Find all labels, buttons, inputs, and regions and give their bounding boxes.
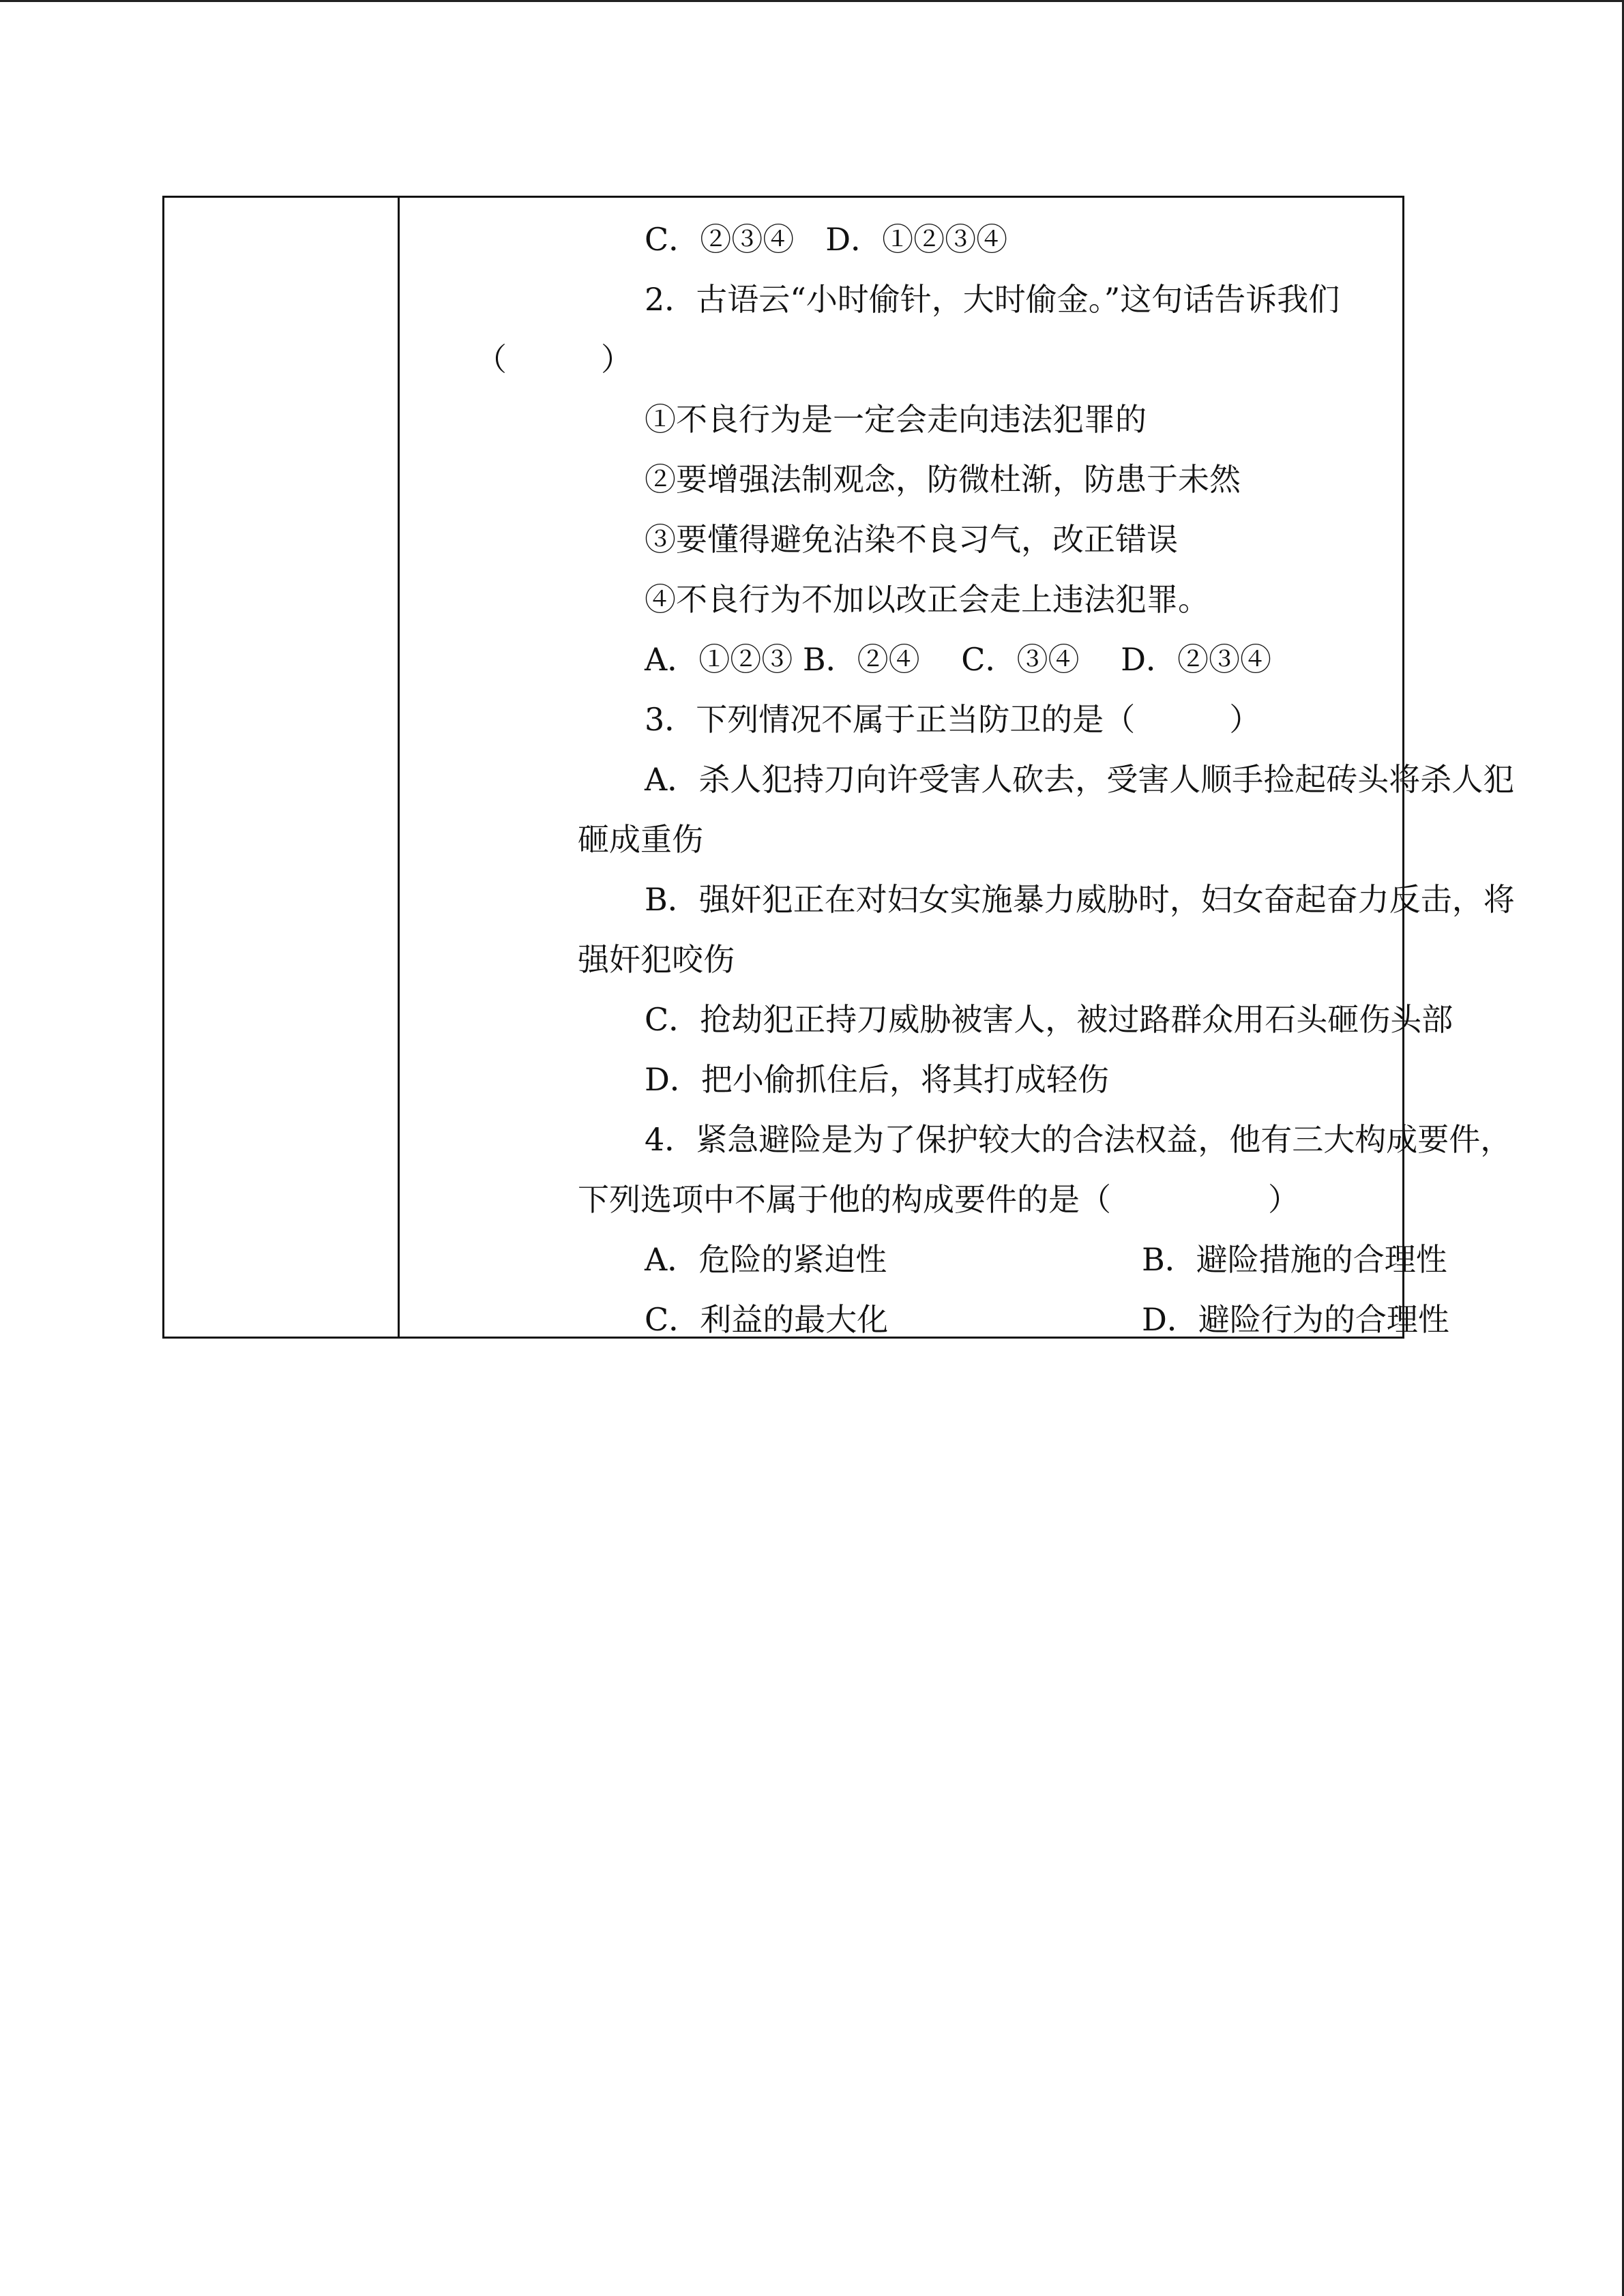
q4-stem-cont: 下列选项中不属于他的构成要件的是（ ） xyxy=(578,1181,1299,1218)
table-left-column xyxy=(164,198,400,1337)
question-table xyxy=(162,196,1515,1339)
q3-option-c: C．抢劫犯正持刀威胁被害人，被过路群众用石头砸伤头部 xyxy=(645,1001,1453,1038)
q3-option-a: A．杀人犯持刀向许受害人砍去，受害人顺手捡起砖头将杀人犯 xyxy=(645,761,1515,798)
q3-stem: 3．下列情况不属于正当防卫的是（ ） xyxy=(645,701,1261,738)
q2-statement-3: ③要懂得避免沾染不良习气，改正错误 xyxy=(645,521,1178,558)
q3-option-d: D．把小偷抓住后，将其打成轻伤 xyxy=(645,1061,1109,1098)
q4-option-a: A．危险的紧迫性 xyxy=(645,1241,887,1278)
q3-option-b-cont: 强奸犯咬伤 xyxy=(578,941,735,978)
q4-option-d: D．避险行为的合理性 xyxy=(1142,1301,1449,1338)
q2-statement-2: ②要增强法制观念，防微杜渐，防患于未然 xyxy=(645,461,1241,498)
q2-statement-1: ①不良行为是一定会走向违法犯罪的 xyxy=(645,401,1147,438)
q4-option-c: C．利益的最大化 xyxy=(645,1301,889,1338)
table-content-cell xyxy=(402,198,1515,1338)
q1-options-cd: C．②③④ D．①②③④ xyxy=(645,221,1008,258)
q4-stem: 4．紧急避险是为了保护较大的合法权益，他有三大构成要件， xyxy=(645,1121,1512,1158)
q4-option-b: B．避险措施的合理性 xyxy=(1142,1241,1447,1278)
q2-stem: 2．古语云“小时偷针，大时偷金。”这句话告诉我们 xyxy=(645,281,1340,318)
q2-options: A．①②③ B．②④ C．③④ D．②③④ xyxy=(645,641,1271,678)
page-top-border xyxy=(0,0,1624,2)
q3-option-a-cont: 砸成重伤 xyxy=(578,821,703,858)
q3-option-b: B．强奸犯正在对妇女实施暴力威胁时，妇女奋起奋力反击，将 xyxy=(645,881,1515,918)
q2-statement-4: ④不良行为不加以改正会走上违法犯罪。 xyxy=(645,581,1209,618)
q2-answer-blank: （ ） xyxy=(475,341,632,378)
